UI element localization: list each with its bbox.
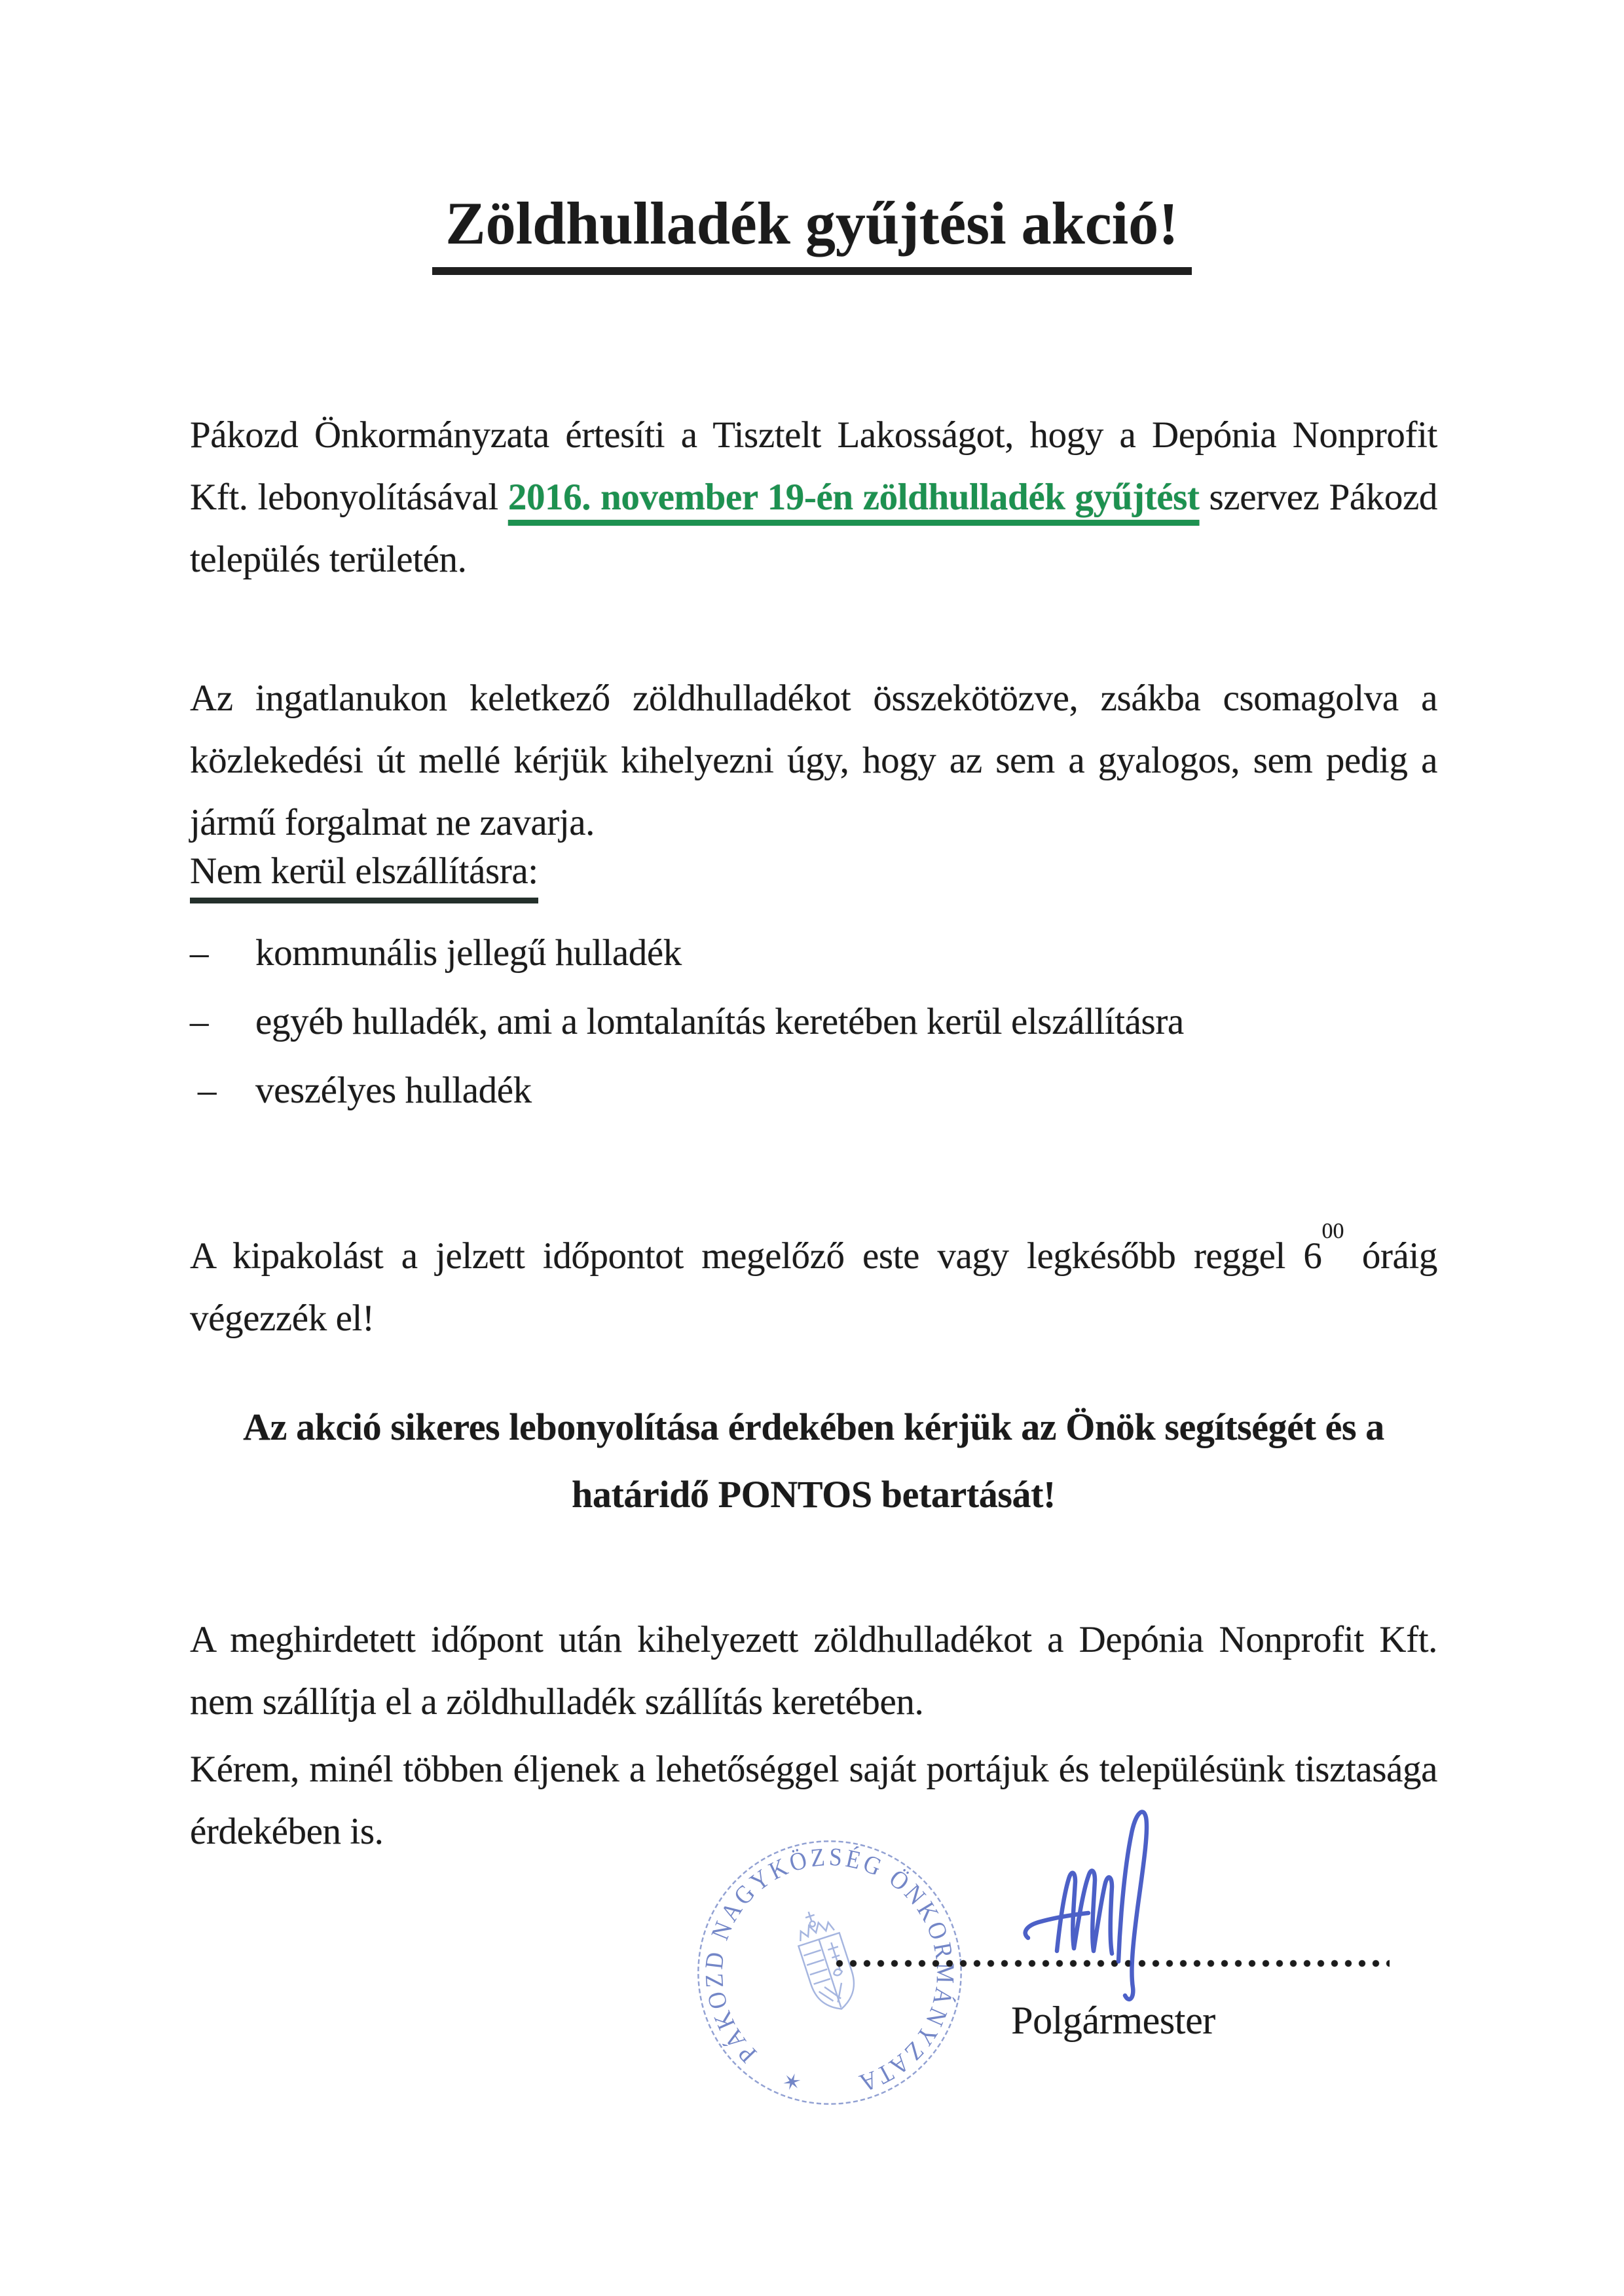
- superscript-minutes: 00: [1321, 1219, 1344, 1243]
- paragraph-announcement-post: szervez Pákozd település területén.: [190, 477, 1437, 580]
- dash-bullet: –: [190, 932, 209, 974]
- paragraph-placement-instructions: Az ingatlanukon keletkező zöldhulladékot összekötözve, zsákba csomagolva a közlekedési út mellé kérjük kihelyezni úgy, hogy az sem a gyalogos, sem pedig a jármű forgalmat ne zavarja.: [190, 678, 1437, 843]
- dash-bullet: –: [190, 1001, 209, 1042]
- emphasis-line-1: Az akció sikeres lebonyolítása érdekében kérjük az Önök segítségét és a: [243, 1406, 1384, 1448]
- signature-scribble: [1019, 1793, 1209, 2022]
- excluded-waste-list: [190, 922, 1437, 1128]
- list-item: [190, 1059, 1437, 1121]
- list-item-label: kommunális jellegű hulladék: [255, 932, 682, 974]
- signer-role-label: Polgármester: [1011, 1999, 1215, 2042]
- stamp-star: ✶: [779, 2066, 805, 2096]
- municipality-stamp-icon: [689, 1832, 970, 2113]
- paragraph-announcement-pre: Pákozd Önkormányzata értesíti a Tisztelt Lakosságot, hogy a Depónia Nonprofit Kft. lebonyolításával: [190, 414, 1437, 518]
- paragraph-announcement: [190, 404, 1437, 591]
- paragraph-deadline: [190, 1217, 1437, 1349]
- excluded-waste-heading: Nem kerül elszállításra:: [190, 850, 538, 903]
- dash-bullet: –: [198, 1070, 217, 1111]
- list-item: [190, 991, 1437, 1053]
- list-item-label: veszélyes hulladék: [255, 1070, 532, 1111]
- emphasis-line-2: határidő PONTOS betartását!: [572, 1473, 1056, 1516]
- paragraph-deadline-post: óráig végezzék el!: [190, 1235, 1437, 1339]
- svg-text:✶: [777, 2064, 808, 2098]
- paragraph-deadline-pre: A kipakolást a jelzett időpontot megelőző este vagy legkésőbb reggel 6: [190, 1235, 1322, 1277]
- list-item: [190, 922, 1437, 984]
- page-title: Zöldhulladék gyűjtési akció!: [432, 189, 1192, 275]
- stamp-ring-text: PÁKOZD NAGYKÖZSÉG ÖNKORMÁNYZATA: [699, 1842, 960, 2099]
- collection-date-highlight: 2016. november 19-én zöldhulladék gyűjtést: [507, 477, 1200, 518]
- page-title-wrap: [0, 189, 1624, 275]
- paragraph-closing-request: Kérem, minél többen éljenek a lehetőséggel saját portájuk és településünk tisztasága érdekében is.: [190, 1749, 1437, 1852]
- paragraph-late-placement: A meghirdetett időpont után kihelyezett zöldhulladékot a Depónia Nonprofit Kft. nem szállítja el a zöldhulladék szállítás keretében.: [190, 1619, 1437, 1722]
- list-item-label: egyéb hulladék, ami a lomtalanítás keretében kerül elszállításra: [255, 1001, 1184, 1042]
- emphasis-block: [190, 1393, 1437, 1528]
